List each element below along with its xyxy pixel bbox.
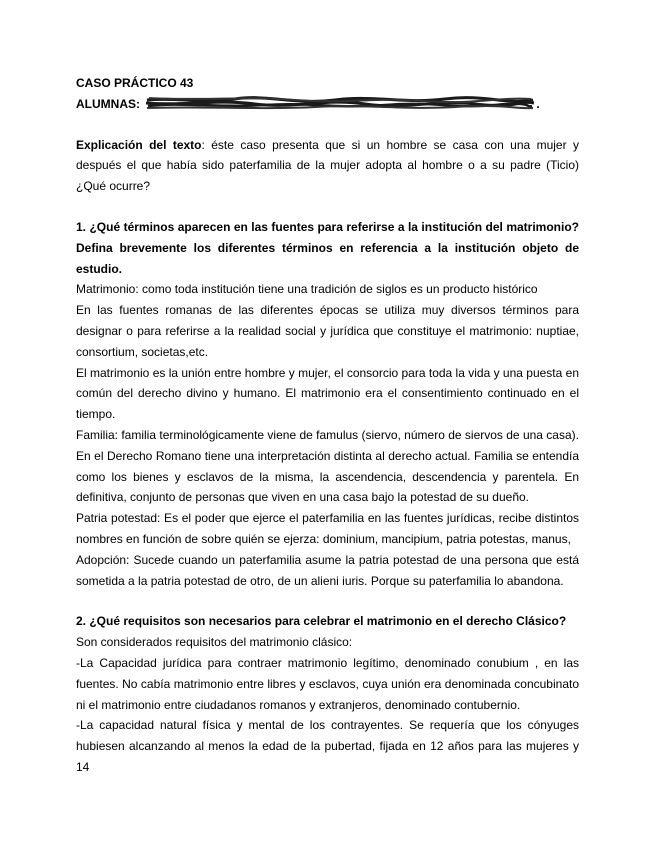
- question-2: 2. ¿Qué requisitos son necesarios para celebrar el matrimonio en el derecho Clásico?: [76, 614, 567, 629]
- spacer: [76, 197, 579, 217]
- q1-paragraph-union: El matrimonio es la unión entre hombre y mujer, el consorcio para toda la vida y una puesta en común del derecho divino y humano. El matrimonio era el consentimiento continuado en el tiempo.: [76, 365, 579, 422]
- q1-paragraph-matrimonio: Matrimonio: como toda institución tiene una tradición de siglos es un producto histórico: [76, 282, 538, 297]
- spacer: [76, 115, 579, 135]
- intro-paragraph: [76, 135, 579, 197]
- students-line: [76, 94, 579, 115]
- q2-paragraph-capacidad-juridica: -La Capacidad jurídica para contraer matrimonio legítimo, denominado conubium , en las fuentes. No cabía matrimonio entre libres y esclavos, cuya unión era denominada concubinato ni el matrimonio entre ciudadanos romanos y extranjeros, denominado contubernio.: [76, 655, 579, 712]
- intro-text: : éste caso presenta que si un hombre se casa con una mujer y después el que había sido paterfamilia de la mujer adopta al hombre o a su padre (Ticio) ¿Qué ocurre?: [76, 137, 579, 194]
- students-label: ALUMNAS:: [76, 96, 140, 111]
- intro-label: Explicación del texto: [76, 137, 202, 152]
- redacted-names-scribble: [145, 96, 536, 110]
- q1-paragraph-adopcion: Adopción: Sucede cuando un paterfamilia asume la patria potestad de una persona que está sometida a la patria potestad de otro, de un alieni iuris. Porque su paterfamilia lo abandona.: [76, 552, 579, 588]
- q1-paragraph-patria-potestad: Patria potestad: Es el poder que ejerce el paterfamilia en las fuentes jurídicas, recibe distintos nombres en función de sobre quién se ejerza: dominium, mancipium, patria potestas, manus,: [76, 511, 579, 546]
- question-1: 1. ¿Qué términos aparecen en las fuentes para referirse a la institución del matrimonio? Defina brevemente los diferentes términos en referencia a la institución objeto de estudio.: [76, 219, 579, 276]
- q2-paragraph-capacidad-natural: -La capacidad natural física y mental de los contrayentes. Se requería que los cónyuges hubiesen alcanzando al menos la edad de la pubertad, fijada en 12 años para las mujeres y 14: [76, 718, 579, 774]
- students-suffix: .: [536, 96, 540, 111]
- spacer: [76, 591, 579, 611]
- q2-paragraph-intro: Son considerados requisitos del matrimonio clásico:: [76, 635, 353, 650]
- q1-paragraph-familia: Familia: familia terminológicamente viene de famulus (siervo, número de siervos de una casa). En el Derecho Romano tiene una interpretación distinta al derecho actual. Familia se entendía como los bienes y esclavos de la misma, la ascendencia, descendencia y parentela. En definitiva, conjunto de personas que viven en una casa bajo la potestad de su dueño.: [76, 427, 579, 505]
- q1-paragraph-fuentes: En las fuentes romanas de las diferentes épocas se utiliza muy diversos términos para designar o para referirse a la realidad social y jurídica que constituye el matrimonio: nuptiae, consortium, societas,etc.: [76, 303, 579, 359]
- case-title: CASO PRÁCTICO 43: [76, 76, 194, 90]
